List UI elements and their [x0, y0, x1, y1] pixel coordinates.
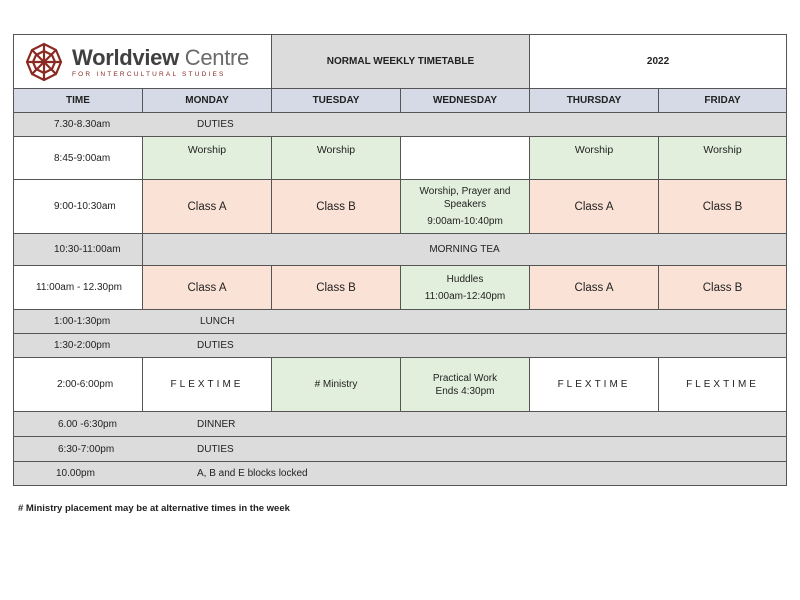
- activity-label: DUTIES: [197, 119, 234, 130]
- column-header-monday: MONDAY: [143, 89, 272, 113]
- timetable-row: [14, 266, 787, 310]
- friday-cell: Worship: [659, 137, 787, 180]
- logo-tagline: FOR INTERCULTURAL STUDIES: [72, 70, 226, 78]
- thursday-cell: Worship: [530, 137, 659, 180]
- time-cell: 2:00-6:00pm: [14, 358, 143, 412]
- tuesday-cell: # Ministry: [272, 358, 401, 412]
- wednesday-activity: Practical Work: [432, 372, 498, 384]
- wednesday-time: 11:00am-12:40pm: [424, 290, 506, 302]
- page-title: NORMAL WEEKLY TIMETABLE: [272, 35, 530, 89]
- tuesday-cell: Worship: [272, 137, 401, 180]
- worldview-logo: [22, 41, 271, 83]
- timetable-row: [14, 137, 787, 180]
- full-row-cell: [14, 310, 787, 334]
- thursday-cell: FLEXTIME: [530, 358, 659, 412]
- thursday-cell: Class A: [530, 180, 659, 234]
- timetable-row: [14, 412, 787, 437]
- time-cell: 6:30-7:00pm: [58, 443, 115, 455]
- time-cell: 6.00 -6:30pm: [58, 418, 117, 430]
- full-row-cell: [14, 437, 787, 462]
- year-label: 2022: [530, 35, 787, 89]
- time-cell: 9:00-10:30am: [14, 180, 143, 234]
- column-header-wednesday: WEDNESDAY: [401, 89, 530, 113]
- time-cell: 11:00am - 12.30pm: [14, 266, 143, 310]
- timetable-row: [14, 180, 787, 234]
- column-header-thursday: THURSDAY: [530, 89, 659, 113]
- logo-emblem-icon: [22, 41, 66, 83]
- tuesday-cell: Class B: [272, 266, 401, 310]
- full-row-cell: [14, 113, 787, 137]
- wednesday-activity: Worship, Prayer and Speakers: [419, 186, 511, 210]
- time-cell: 10.00pm: [56, 468, 95, 479]
- time-cell: 1:00-1:30pm: [54, 316, 111, 327]
- time-cell: 8:45-9:00am: [14, 137, 143, 180]
- monday-cell: Class A: [143, 266, 272, 310]
- activity-label: MORNING TEA: [143, 234, 787, 266]
- timetable-row: [14, 234, 787, 266]
- time-cell: 1:30-2:00pm: [54, 340, 111, 351]
- timetable-row: [14, 437, 787, 462]
- wednesday-activity: Huddles: [446, 273, 484, 285]
- timetable-row: [14, 113, 787, 137]
- wednesday-time: 9:00am-10:40pm: [427, 216, 503, 227]
- time-cell: 10:30-11:00am: [14, 234, 143, 266]
- monday-cell: Class A: [143, 180, 272, 234]
- timetable-row: [14, 310, 787, 334]
- wednesday-cell: [401, 137, 530, 180]
- time-cell: 7.30-8.30am: [54, 119, 111, 130]
- full-row-cell: [14, 334, 787, 358]
- monday-cell: FLEXTIME: [143, 358, 272, 412]
- activity-label: DUTIES: [197, 340, 234, 351]
- activity-label: DUTIES: [197, 443, 234, 455]
- column-header-tuesday: TUESDAY: [272, 89, 401, 113]
- wednesday-time: Ends 4:30pm: [435, 385, 495, 397]
- full-row-cell: [14, 462, 787, 486]
- timetable-row: [14, 358, 787, 412]
- wednesday-cell: [401, 180, 530, 234]
- full-row-cell: [14, 412, 787, 437]
- logo-name: Worldview Centre: [72, 44, 249, 70]
- friday-cell: FLEXTIME: [659, 358, 787, 412]
- activity-label: LUNCH: [200, 316, 235, 327]
- wednesday-cell: [401, 266, 530, 310]
- activity-label: A, B and E blocks locked: [197, 468, 308, 479]
- timetable-row: [14, 462, 787, 486]
- tuesday-cell: Class B: [272, 180, 401, 234]
- activity-label: DINNER: [197, 418, 236, 430]
- weekly-timetable: [13, 34, 787, 486]
- timetable-row: [14, 334, 787, 358]
- friday-cell: Class B: [659, 180, 787, 234]
- column-header-row: [14, 89, 787, 113]
- logo-cell: [14, 35, 272, 89]
- wednesday-cell: [401, 358, 530, 412]
- footnote: # Ministry placement may be at alternative times in the week: [18, 503, 290, 514]
- monday-cell: Worship: [143, 137, 272, 180]
- friday-cell: Class B: [659, 266, 787, 310]
- thursday-cell: Class A: [530, 266, 659, 310]
- column-header-friday: FRIDAY: [659, 89, 787, 113]
- header-row: [14, 35, 787, 89]
- column-header-time: TIME: [14, 89, 143, 113]
